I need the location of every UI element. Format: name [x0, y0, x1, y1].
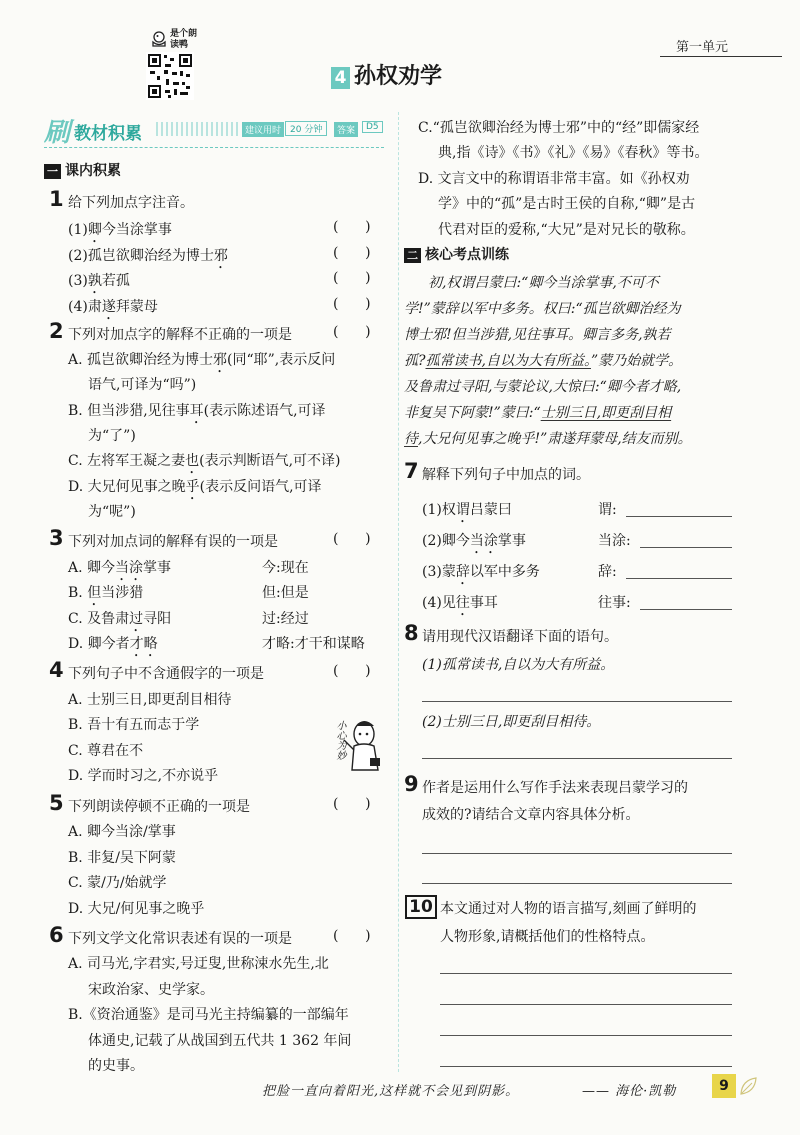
- q3-text: D. 卿今者: [68, 636, 130, 652]
- q7-text: (2)卿今: [422, 533, 470, 549]
- q2-option-c: [68, 450, 341, 477]
- passage-line: 学!”蒙辞以军中多务。权曰:“孤岂欲卿治经为: [404, 301, 681, 317]
- q4-number: 4: [49, 658, 64, 682]
- answer-paren[interactable]: ( ): [333, 270, 371, 286]
- answer-paren[interactable]: ( ): [333, 531, 371, 547]
- q3-explain: 今:现在: [262, 560, 309, 576]
- q7-text: 以军中多务: [469, 564, 540, 580]
- passage-text: 孤?: [404, 353, 426, 369]
- q2-dot: 乎: [185, 479, 200, 495]
- q2-option-d: [68, 476, 322, 503]
- q3-text: A. 卿今: [68, 560, 116, 576]
- q3-number: 3: [49, 526, 64, 550]
- subheading-1-title: 课内积累: [65, 163, 121, 179]
- q4-option: D. 学而时习之,不亦说乎: [68, 768, 219, 784]
- time-value: 20 分钟: [285, 121, 327, 136]
- q6-option-c: C.“孤岂欲卿治经为博士邪”中的“经”即儒家经: [418, 120, 700, 136]
- subheading-2: [404, 244, 509, 264]
- q3-text: C. 及鲁肃: [68, 611, 130, 627]
- q1-item-pre: (2)孤岂欲卿治经为博士: [68, 248, 214, 264]
- lesson-number: 4: [331, 67, 350, 89]
- q8-sentence-2: (2)士别三日,即更刮目相待。: [422, 714, 601, 730]
- passage-line: [404, 402, 671, 422]
- q3-option: [68, 633, 158, 660]
- q1-item: [68, 245, 228, 272]
- page-number: 9: [712, 1074, 736, 1098]
- q7-number: 7: [404, 459, 419, 483]
- q3-explain: 但:但是: [262, 585, 309, 601]
- q1-item-dot: 孰: [87, 273, 102, 289]
- answer-label: 答案: [334, 122, 358, 137]
- q1-stem: 给下列加点字注音。: [68, 195, 194, 211]
- q3-explain: 才略:才干和谋略: [262, 636, 365, 652]
- q7-answer-blank[interactable]: [640, 608, 732, 610]
- q1-number: 1: [49, 187, 64, 211]
- q8-answer-blank[interactable]: [422, 757, 732, 759]
- q7-text: 吕蒙曰: [469, 502, 512, 518]
- q6-option-a: A. 司马光,字君实,号迂叟,世称涑水先生,北: [68, 956, 329, 972]
- footer-quote: 把脸一直向着阳光,这样就不会见到阴影。: [262, 1084, 520, 1099]
- q7-word: 当涂:: [598, 533, 631, 549]
- brush-label: 刷: [44, 118, 71, 148]
- passage-line: 初,权谓吕蒙曰:“卿今当涂掌事,不可不: [428, 275, 659, 291]
- q10-answer-blank[interactable]: [440, 1065, 732, 1067]
- q5-option: B. 非复/吴下阿蒙: [68, 850, 176, 866]
- q7-word: 往事:: [598, 595, 631, 611]
- q8-answer-blank[interactable]: [422, 700, 732, 702]
- q3-dot: 当涂: [115, 560, 144, 576]
- q7-dot: 当涂: [469, 533, 498, 549]
- q3-stem: 下列对加点词的解释有误的一项是: [68, 534, 278, 550]
- q3-explain: 过:经过: [262, 611, 309, 627]
- q6-option-b-cont: 的史事。: [88, 1058, 144, 1074]
- q2-option-d-cont: 为“呢”): [88, 504, 136, 520]
- q6-option-d: D. 文言文中的称谓语非常丰富。如《孙权劝: [418, 171, 690, 187]
- q10-answer-blank[interactable]: [440, 1003, 732, 1005]
- q6-stem: 下列文学文化常识表述有误的一项是: [68, 931, 292, 947]
- q2-text: A. 孤岂欲卿治经为博士: [68, 352, 214, 368]
- q7-text: (3)蒙: [422, 564, 456, 580]
- q3-dot: 才略: [129, 636, 158, 652]
- footer-author: —— 海伦·凯勒: [582, 1084, 677, 1099]
- q10-stem: 本文通过对人物的语言描写,刻画了鲜明的: [440, 901, 697, 917]
- q2-stem: 下列对加点字的解释不正确的一项是: [68, 327, 292, 343]
- q3-option: [68, 608, 171, 635]
- q2-dot: 耳: [189, 403, 204, 419]
- passage-line: 博士邪!但当涉猎,见往事耳。卿言多务,孰若: [404, 327, 671, 343]
- answer-paren[interactable]: ( ): [333, 324, 371, 340]
- qr-label: 是个朗读鸭: [170, 29, 198, 50]
- q7-answer-blank[interactable]: [626, 577, 732, 579]
- qr-code[interactable]: [146, 52, 194, 100]
- q7-item: [422, 561, 540, 588]
- q2-number: 2: [49, 319, 64, 343]
- answer-paren[interactable]: ( ): [333, 928, 371, 944]
- answer-page: D5: [362, 121, 383, 133]
- q10-answer-blank[interactable]: [440, 1034, 732, 1036]
- passage-text: ,大兄何见事之晚乎!”肃遂拜蒙母,结友而别。: [418, 431, 692, 447]
- q5-stem: 下列朗读停顿不正确的一项是: [68, 799, 250, 815]
- q1-item-pre: (4)肃: [68, 299, 102, 315]
- q2-option-b-cont: 为“了”): [88, 428, 136, 444]
- q7-item: [422, 499, 512, 526]
- q1-item-post: 若孤: [101, 273, 130, 289]
- q10-answer-blank[interactable]: [440, 972, 732, 974]
- leaf-icon: [738, 1074, 760, 1098]
- q7-stem: 解释下列句子中加点的词。: [422, 467, 590, 483]
- q9-number: 9: [404, 772, 419, 796]
- q1-item-dot: 邪: [213, 248, 228, 264]
- q2-option-a: [68, 349, 335, 376]
- q2-text: (同“耶”,表示反问: [227, 352, 336, 368]
- passage-line: [404, 350, 682, 370]
- q6-option-b-cont: 体通史,记载了从战国到五代共 1 362 年间: [88, 1033, 352, 1049]
- q8-number: 8: [404, 621, 419, 645]
- doodle-caption: 小心为妙: [334, 720, 345, 760]
- q4-stem: 下列句子中不含通假字的一项是: [68, 666, 264, 682]
- answer-paren[interactable]: ( ): [333, 219, 371, 235]
- q3-text: B.: [68, 585, 88, 601]
- q1-item-post: 拜蒙母: [115, 299, 158, 315]
- q1-item-dot: 卿: [87, 222, 102, 238]
- page-title: 孙权劝学: [354, 64, 443, 89]
- q5-number: 5: [49, 791, 64, 815]
- q2-text: (表示反问语气,可译: [199, 479, 322, 495]
- q8-sentence-1: (1)孤常读书,自以为大有所益。: [422, 657, 615, 673]
- q3-dot: 过: [129, 611, 144, 627]
- subheading-1: [44, 160, 121, 180]
- q2-text: B. 但当涉猎,见往事: [68, 403, 190, 419]
- section-name: 教材积累: [74, 124, 142, 144]
- q7-dot: 辞: [455, 564, 470, 580]
- q2-dot: 邪: [213, 352, 228, 368]
- q1-item-pre: (3): [68, 273, 88, 289]
- passage-underlined: 士别三日,即更刮目相: [540, 405, 672, 421]
- passage-text: ”蒙乃始就学。: [590, 353, 683, 369]
- q1-item-pre: (1): [68, 222, 88, 238]
- q8-stem: 请用现代汉语翻译下面的语句。: [422, 629, 618, 645]
- q7-answer-blank[interactable]: [640, 546, 732, 548]
- q1-item: [68, 219, 172, 246]
- passage-line: [404, 428, 692, 448]
- q3-dot: 但: [87, 585, 102, 601]
- q4-option: B. 吾十有五而志于学: [68, 717, 200, 733]
- q1-item: [68, 296, 158, 323]
- q4-option: A. 士别三日,即更刮目相待: [68, 692, 232, 708]
- q1-item: [68, 270, 130, 297]
- q9-answer-blank[interactable]: [422, 852, 732, 854]
- q7-item: [422, 530, 526, 557]
- q7-dot: 往: [455, 595, 470, 611]
- q7-text: 事耳: [469, 595, 498, 611]
- q1-item-post: 今当涂掌事: [101, 222, 172, 238]
- section-underline: [44, 147, 384, 148]
- time-label: 建议用时: [242, 122, 284, 137]
- q3-option: [68, 557, 171, 584]
- q6-option-d-cont: 学》中的“孤”是古时王侯的自称,“卿”是古: [438, 196, 696, 212]
- q10-stem-cont: 人物形象,请概括他们的性格特点。: [440, 929, 655, 945]
- q4-option: C. 尊君在不: [68, 743, 144, 759]
- q3-text: 寻阳: [143, 611, 172, 627]
- answer-paren[interactable]: ( ): [333, 245, 371, 261]
- answer-paren[interactable]: ( ): [333, 296, 371, 312]
- q2-text: (表示陈述语气,可译: [203, 403, 326, 419]
- section-bar: [44, 114, 384, 148]
- passage-text: 非复吴下阿蒙!”蒙曰:“: [404, 405, 541, 421]
- q6-option-a-cont: 宋政治家、史学家。: [88, 982, 214, 998]
- q7-text: 掌事: [497, 533, 526, 549]
- q2-text: D. 大兄何见事之晚: [68, 479, 186, 495]
- q2-option-a-cont: 语气,可译为“吗”): [88, 377, 197, 393]
- q6-option-d-cont: 代君对臣的爱称,“大兄”是对兄长的敬称。: [438, 222, 695, 238]
- q10-number: 10: [405, 895, 437, 919]
- q7-item: [422, 592, 498, 619]
- q2-text: C. 左将军王凝之妻: [68, 453, 186, 469]
- q2-dot: 也: [185, 453, 200, 469]
- answer-paren[interactable]: ( ): [333, 796, 371, 812]
- q7-word: 谓:: [598, 502, 617, 518]
- q2-option-b: [68, 400, 326, 427]
- stripe-decoration: [156, 122, 240, 136]
- q3-text: 当涉猎: [101, 585, 144, 601]
- passage-underlined: 孤常读书,自以为大有所益。: [425, 353, 591, 369]
- q5-option: D. 大兄/何见事之晚乎: [68, 901, 205, 917]
- subheading-2-title: 核心考点训练: [425, 247, 509, 263]
- q6-option-c-cont: 典,指《诗》《书》《礼》《易》《春秋》等书。: [438, 145, 709, 161]
- unit-label: 第一单元: [676, 40, 729, 55]
- q6-option-b: B.《资治通鉴》是司马光主持编纂的一部编年: [68, 1007, 349, 1023]
- column-divider: [398, 112, 399, 1072]
- q6-number: 6: [49, 923, 64, 947]
- q3-text: 掌事: [143, 560, 172, 576]
- header-rule: [660, 56, 782, 57]
- passage-underlined: 待: [404, 431, 418, 447]
- q7-text: (1)权: [422, 502, 456, 518]
- q9-stem: 作者是运用什么写作手法来表现吕蒙学习的: [422, 780, 688, 796]
- duck-icon: [150, 30, 168, 48]
- q5-option: C. 蒙/乃/始就学: [68, 875, 167, 891]
- q7-text: (4)见: [422, 595, 456, 611]
- q9-answer-blank[interactable]: [422, 882, 732, 884]
- q7-word: 辞:: [598, 564, 617, 580]
- q7-answer-blank[interactable]: [626, 515, 732, 517]
- q7-dot: 谓: [455, 502, 470, 518]
- subheading-2-box: 二: [404, 248, 421, 263]
- passage-line: 及鲁肃过寻阳,与蒙论议,大惊曰:“卿今者才略,: [404, 379, 682, 395]
- q1-item-dot: 遂: [101, 299, 116, 315]
- q9-stem-cont: 成效的?请结合文章内容具体分析。: [422, 807, 640, 823]
- q3-option: [68, 582, 143, 609]
- answer-paren[interactable]: ( ): [333, 663, 371, 679]
- subheading-1-box: 一: [44, 164, 61, 179]
- q5-option: A. 卿今当涂/掌事: [68, 824, 176, 840]
- q2-text: (表示判断语气,可不译): [199, 453, 341, 469]
